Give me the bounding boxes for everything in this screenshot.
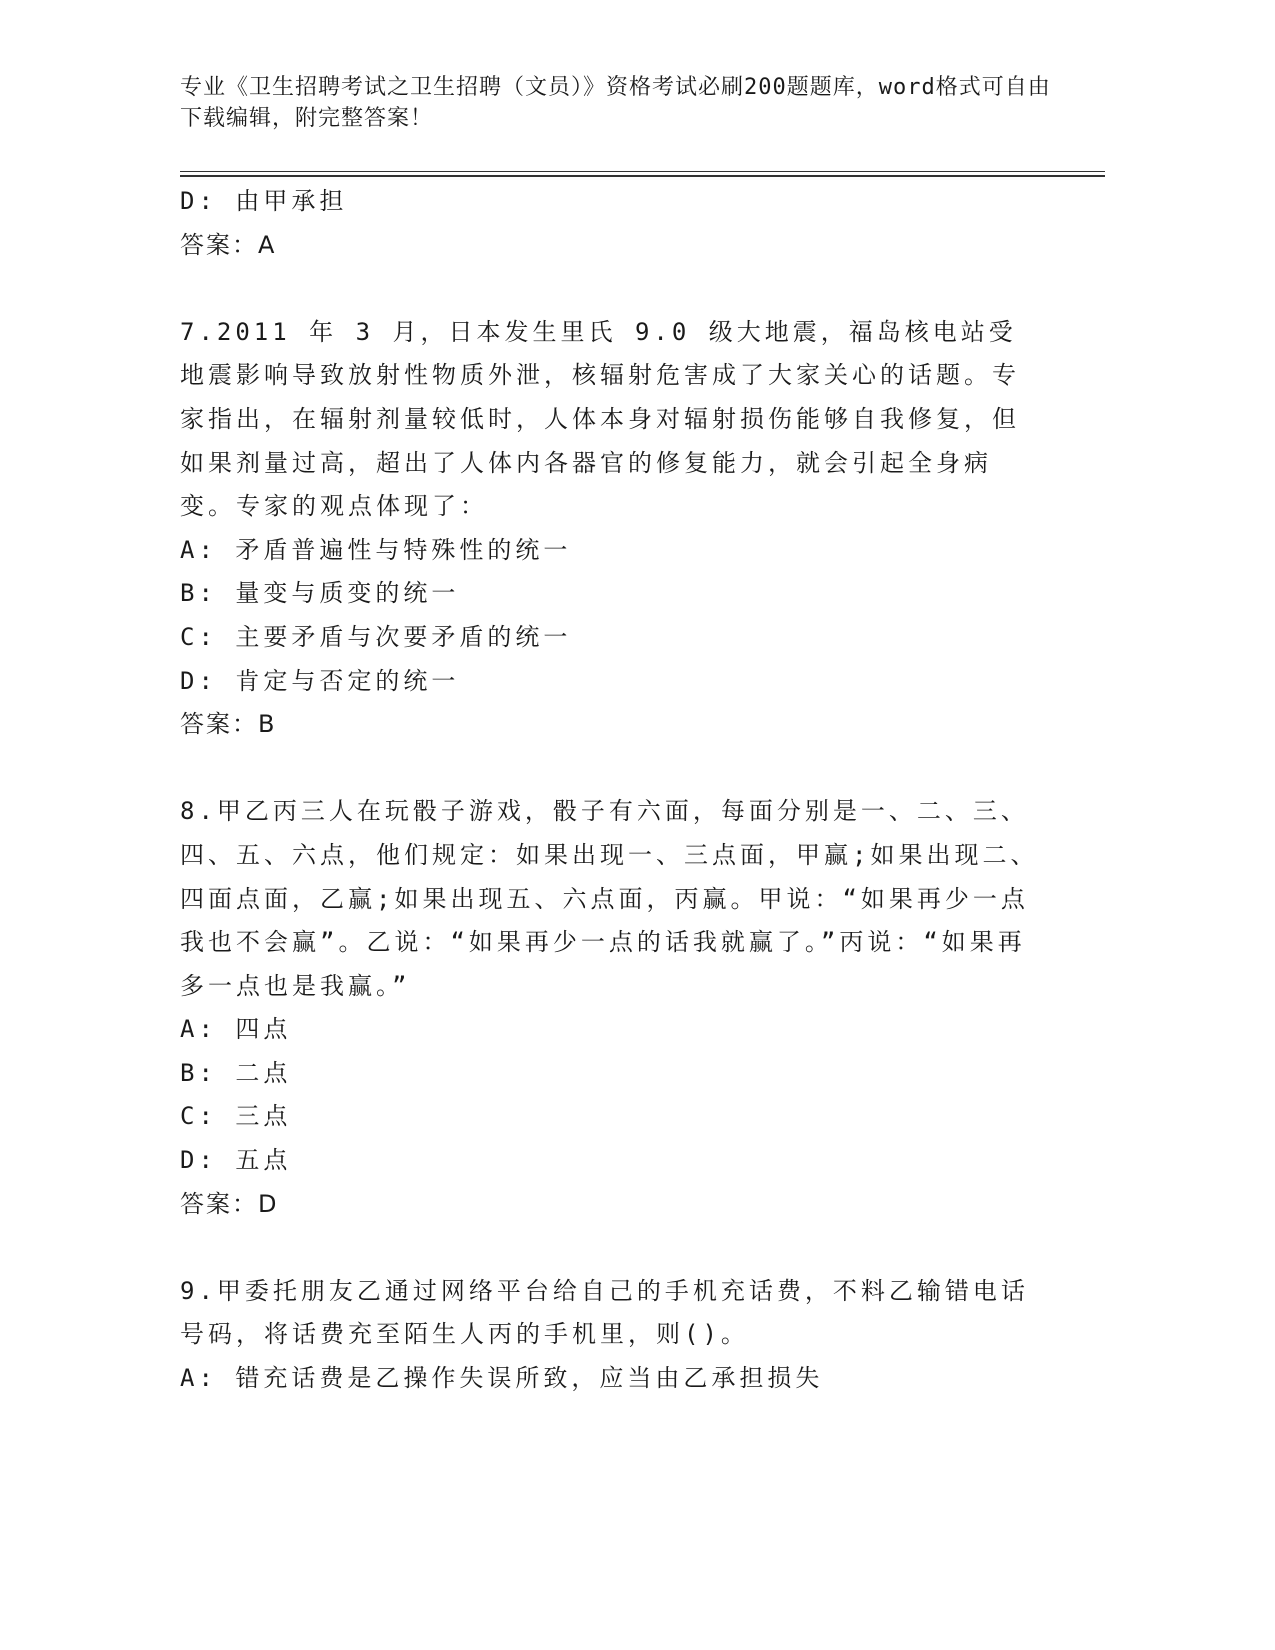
- option-d: D: 肯定与否定的统一: [180, 666, 460, 695]
- option-b: B: 量变与质变的统一: [180, 579, 460, 608]
- answer-line: 答案：A: [180, 230, 277, 259]
- option-a: A: 矛盾普遍性与特殊性的统一: [180, 535, 572, 564]
- spacer: [180, 747, 1040, 791]
- question-stem: 9.甲委托朋友乙通过网络平台给自己的手机充话费，不料乙输错电话号码，将话费充至陌生人丙的手机里，则()。: [180, 1276, 1029, 1349]
- question-content: [180, 180, 1040, 1401]
- option-d: D: 由甲承担: [180, 187, 348, 215]
- question-stem: 7.2011 年 3 月，日本发生里氏 9.0 级大地震，福岛核电站受地震影响导致放射性物质外泄，核辐射危害成了大家关心的话题。专家指出，在辐射剂量较低时，人体本身对辐射损伤能够自我修复，但如果剂量过高，超出了人体内各器官的修复能力，就会引起全身病变。专家的观点体现了：: [180, 317, 1020, 521]
- spacer: [180, 1226, 1040, 1270]
- option-a: A: 错充话费是乙操作失误所致，应当由乙承担损失: [180, 1364, 824, 1393]
- option-d: D: 五点: [180, 1146, 292, 1175]
- answer-line: 答案：B: [180, 710, 277, 739]
- option-a: A: 四点: [180, 1015, 292, 1044]
- header-divider-thick: [180, 175, 1105, 177]
- option-b: B: 二点: [180, 1058, 292, 1087]
- page-header-title: 专业《卫生招聘考试之卫生招聘（文员）》资格考试必刷200题题库，word格式可自由下载编辑，附完整答案！: [180, 75, 1051, 131]
- question-stem: 8.甲乙丙三人在玩骰子游戏，骰子有六面，每面分别是一、二、三、四、五、六点，他们规定：如果出现一、三点面，甲赢;如果出现二、四面点面，乙赢;如果出现五、六点面，丙赢。甲说：“如果再少一点我也不会赢”。乙说：“如果再少一点的话我就赢了。”丙说：“如果再多一点也是我赢。”: [180, 797, 1039, 1000]
- answer-line: 答案：D: [180, 1189, 279, 1218]
- option-c: C: 主要矛盾与次要矛盾的统一: [180, 622, 572, 651]
- header-divider-thin: [180, 171, 1105, 172]
- spacer: [180, 267, 1040, 311]
- option-c: C: 三点: [180, 1102, 292, 1131]
